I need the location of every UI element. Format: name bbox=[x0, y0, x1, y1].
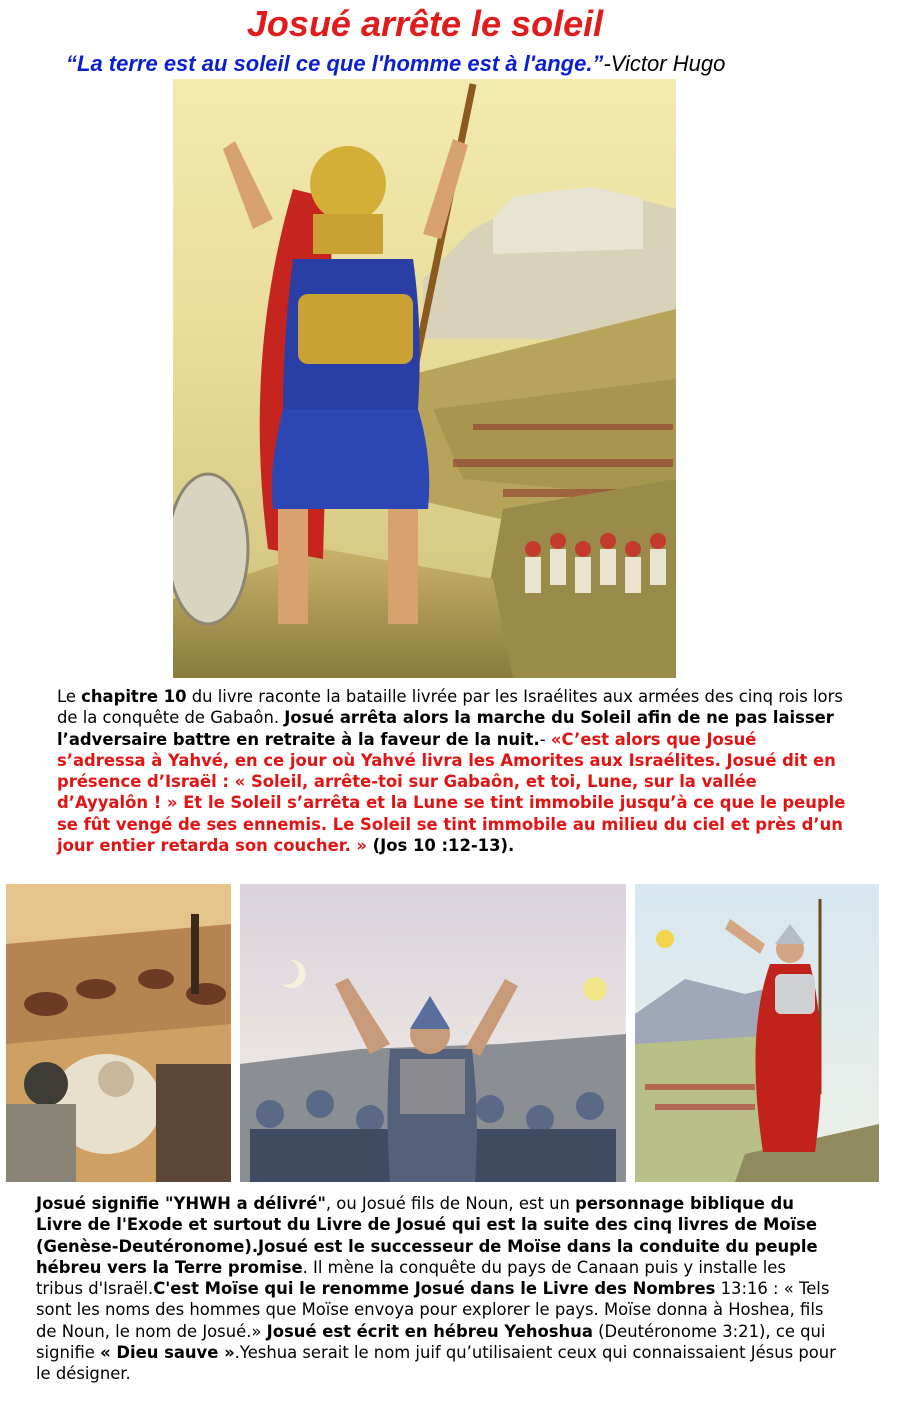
bold-text: Josué arrêta alors la marche du Soleil afin de ne pas laisser l’adversaire battre en retraite à la faveur de la nuit. bbox=[57, 708, 834, 749]
quote-text: “La terre est au soleil ce que l'homme est à l'ange.” bbox=[66, 51, 604, 76]
joshua-illustration-right bbox=[635, 884, 879, 1182]
text-run: 13:16 : « Tels sont les noms des hommes que Moïse envoya pour explorer le pays. Moïse donna à Hoshea, fils de Noun, le nom de Josué.» bbox=[36, 1279, 830, 1341]
text-run: - bbox=[539, 729, 546, 749]
scripture-reference: (Jos 10 :12-13). bbox=[366, 836, 515, 856]
bold-text: « Dieu sauve » bbox=[100, 1343, 235, 1363]
battle-illustration-left bbox=[6, 884, 231, 1182]
text-run: (Deutéronome 3:21), ce qui signifie bbox=[36, 1321, 826, 1363]
text-run: Le bbox=[57, 687, 82, 706]
text-run: , ou Josué fils de Noun, est un bbox=[325, 1194, 576, 1213]
quote-author: -Victor Hugo bbox=[603, 51, 726, 76]
text-run: .Yeshua serait le nom juif qu’utilisaient ceux qui connaissaient Jésus pour le désigner. bbox=[36, 1343, 836, 1384]
bold-text: Josué signifie "YHWH a délivré" bbox=[36, 1194, 326, 1213]
text-run: . Il mène la conquête du pays de Canaan puis y installe les tribus d'Israël. bbox=[36, 1257, 786, 1299]
hero-illustration bbox=[173, 79, 676, 678]
text-run: du livre raconte la bataille livrée par les Israélites aux armées des cinq rois lors de la conquête de Gabaôn. bbox=[57, 687, 843, 728]
bold-text: personnage biblique du Livre de l'Exode et surtout du Livre de Josué qui est la suite des cinq livres de Moïse (Genèse-Deutéronome).Josué est le successeur de Moïse dans la conduite du peuple hébreu vers la Terre promise bbox=[36, 1194, 818, 1277]
epigraph bbox=[66, 50, 725, 78]
bold-text: C'est Moïse qui le renomme Josué dans le Livre des Nombres bbox=[153, 1279, 716, 1299]
page-title: Josué arrête le soleil bbox=[246, 3, 604, 44]
battle-illustration-center bbox=[240, 884, 626, 1182]
scripture-quote: «C’est alors que Josué s’adressa à Yahvé, en ce jour où Yahvé livra les Amorites aux Israélites. Josué dit en présence d’Israël : « Soleil, arrête-toi sur Gabaôn, et toi, Lune, sur la vallée d’Ayyalôn ! » Et le Soleil s’arrêta et la Lune se tint immobile jusqu’à ce que le peuple se fût vengé de ses ennemis. Le Soleil se tint immobile au milieu du ciel et près d’un jour entier retarda son coucher. » bbox=[57, 729, 846, 856]
bold-text: Josué est écrit en hébreu Yehoshua bbox=[266, 1321, 593, 1341]
bold-text: chapitre 10 bbox=[81, 687, 187, 706]
chapter-paragraph bbox=[57, 686, 847, 856]
joshua-description-paragraph bbox=[36, 1193, 836, 1385]
